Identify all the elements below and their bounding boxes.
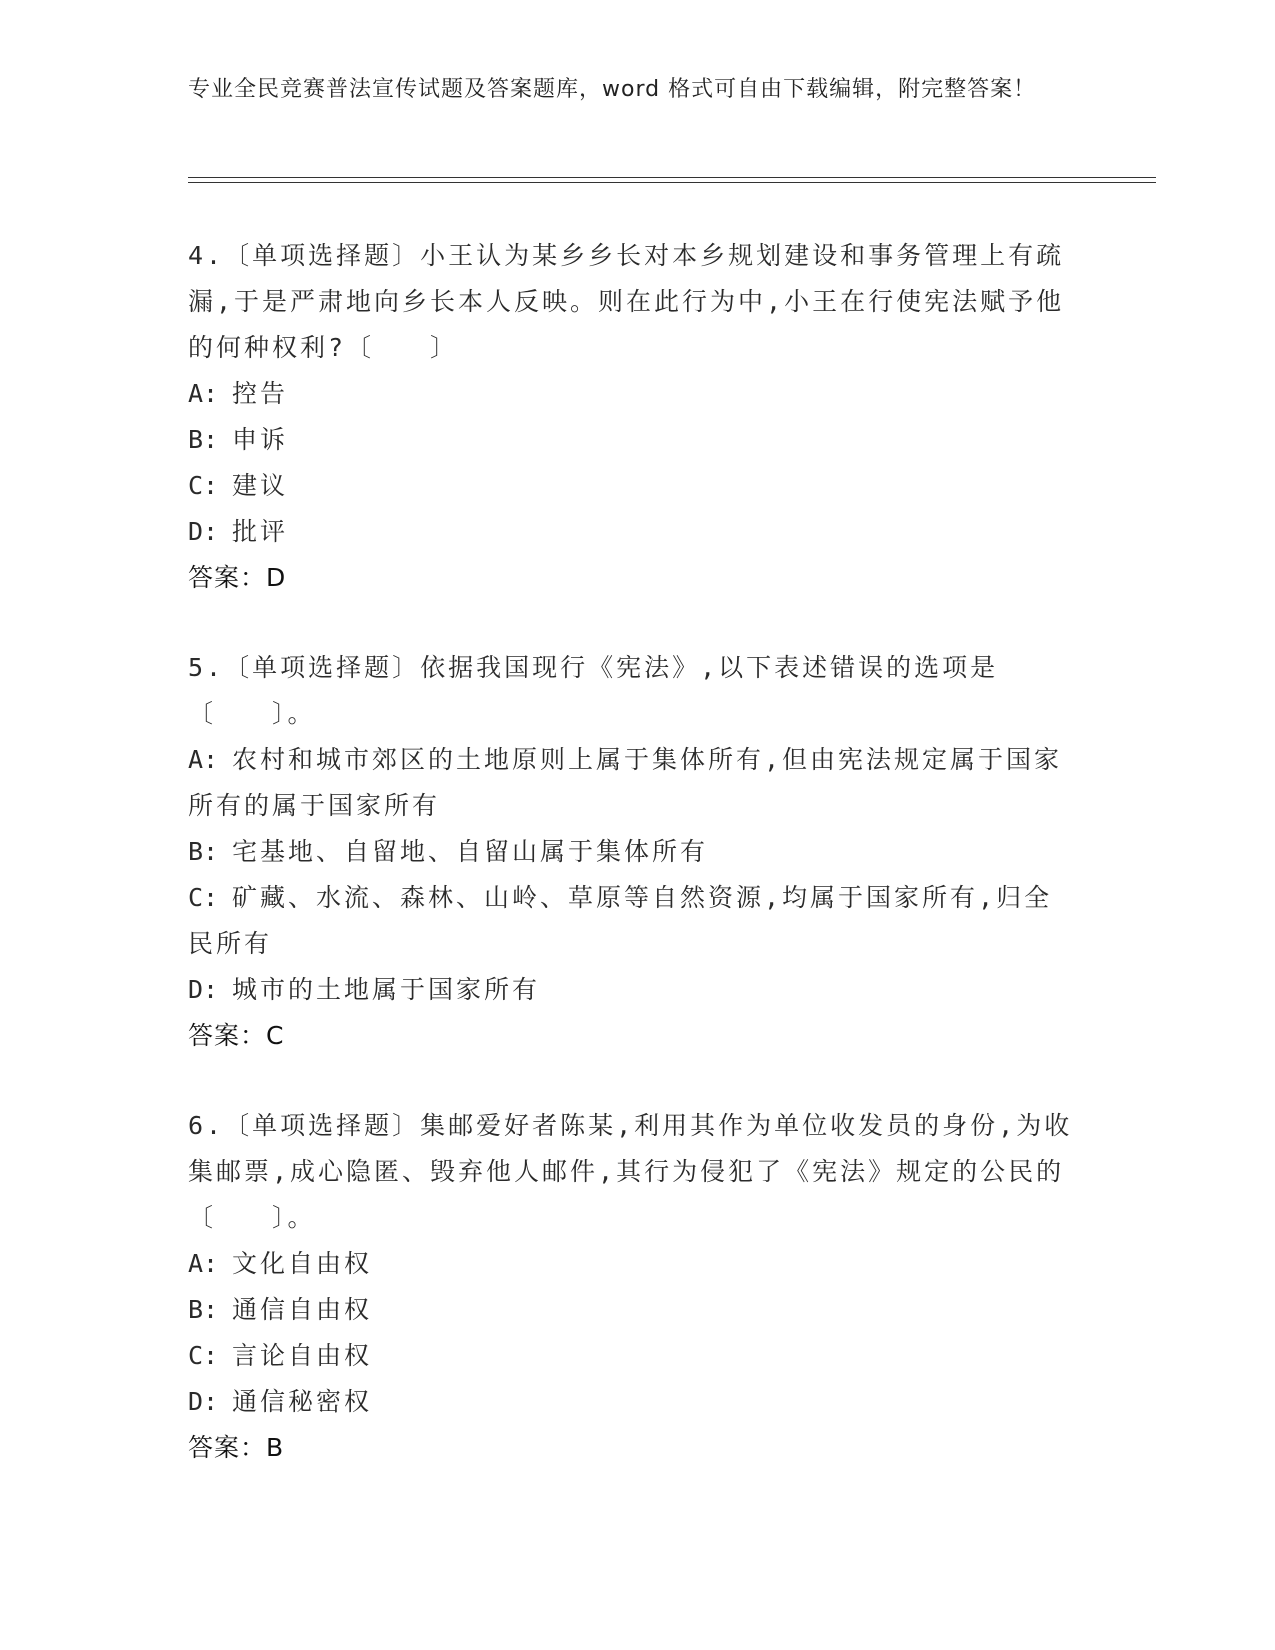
- option-text: 矿藏、水流、森林、山岭、草原等自然资源,均属于国家所有,归全民所有: [188, 883, 1053, 958]
- option-a: [188, 371, 1078, 417]
- option-b: [188, 1287, 1078, 1333]
- option-text: 批评: [232, 517, 289, 546]
- option-key: C:: [188, 471, 219, 500]
- header-divider-top: [188, 177, 1156, 178]
- question-stem: 5.〔单项选择题〕依据我国现行《宪法》,以下表述错误的选项是〔 〕。: [188, 653, 999, 728]
- option-a: [188, 1241, 1078, 1287]
- question-5: [188, 645, 1078, 1059]
- option-key: B:: [188, 837, 219, 866]
- option-d: [188, 967, 1078, 1013]
- option-key: D:: [188, 975, 219, 1004]
- question-4: [188, 233, 1078, 601]
- answer-line: 答案：C: [188, 1021, 285, 1050]
- answer-line: 答案：B: [188, 1433, 285, 1462]
- answer-line: 答案：D: [188, 563, 287, 592]
- option-text: 文化自由权: [232, 1249, 373, 1278]
- option-key: C:: [188, 883, 219, 912]
- option-key: C:: [188, 1341, 219, 1370]
- option-b: [188, 417, 1078, 463]
- option-c: [188, 1333, 1078, 1379]
- option-text: 城市的土地属于国家所有: [232, 975, 541, 1004]
- question-stem: 4.〔单项选择题〕小王认为某乡乡长对本乡规划建设和事务管理上有疏漏,于是严肃地向乡长本人反映。则在此行为中,小王在行使宪法赋予他的何种权利?〔 〕: [188, 241, 1065, 362]
- option-c: [188, 463, 1078, 509]
- option-text: 农村和城市郊区的土地原则上属于集体所有,但由宪法规定属于国家所有的属于国家所有: [188, 745, 1063, 820]
- question-6: [188, 1103, 1078, 1471]
- option-c: [188, 875, 1078, 967]
- option-b: [188, 829, 1078, 875]
- option-text: 言论自由权: [232, 1341, 373, 1370]
- option-key: A:: [188, 1249, 219, 1278]
- question-stem: 6.〔单项选择题〕集邮爱好者陈某,利用其作为单位收发员的身份,为收集邮票,成心隐匿、毁弃他人邮件,其行为侵犯了《宪法》规定的公民的〔 〕。: [188, 1111, 1073, 1232]
- option-key: D:: [188, 1387, 219, 1416]
- option-text: 申诉: [232, 425, 289, 454]
- option-key: D:: [188, 517, 219, 546]
- option-text: 建议: [232, 471, 289, 500]
- option-key: A:: [188, 745, 219, 774]
- option-text: 通信秘密权: [232, 1387, 373, 1416]
- option-text: 通信自由权: [232, 1295, 373, 1324]
- option-text: 控告: [232, 379, 289, 408]
- option-key: A:: [188, 379, 219, 408]
- option-text: 宅基地、自留地、自留山属于集体所有: [232, 837, 709, 866]
- option-key: B:: [188, 425, 219, 454]
- option-a: [188, 737, 1078, 829]
- option-key: B:: [188, 1295, 219, 1324]
- page-header: 专业全民竞赛普法宣传试题及答案题库，word 格式可自由下载编辑，附完整答案！: [188, 77, 1037, 102]
- header-divider-bottom: [188, 182, 1156, 183]
- option-d: [188, 509, 1078, 555]
- option-d: [188, 1379, 1078, 1425]
